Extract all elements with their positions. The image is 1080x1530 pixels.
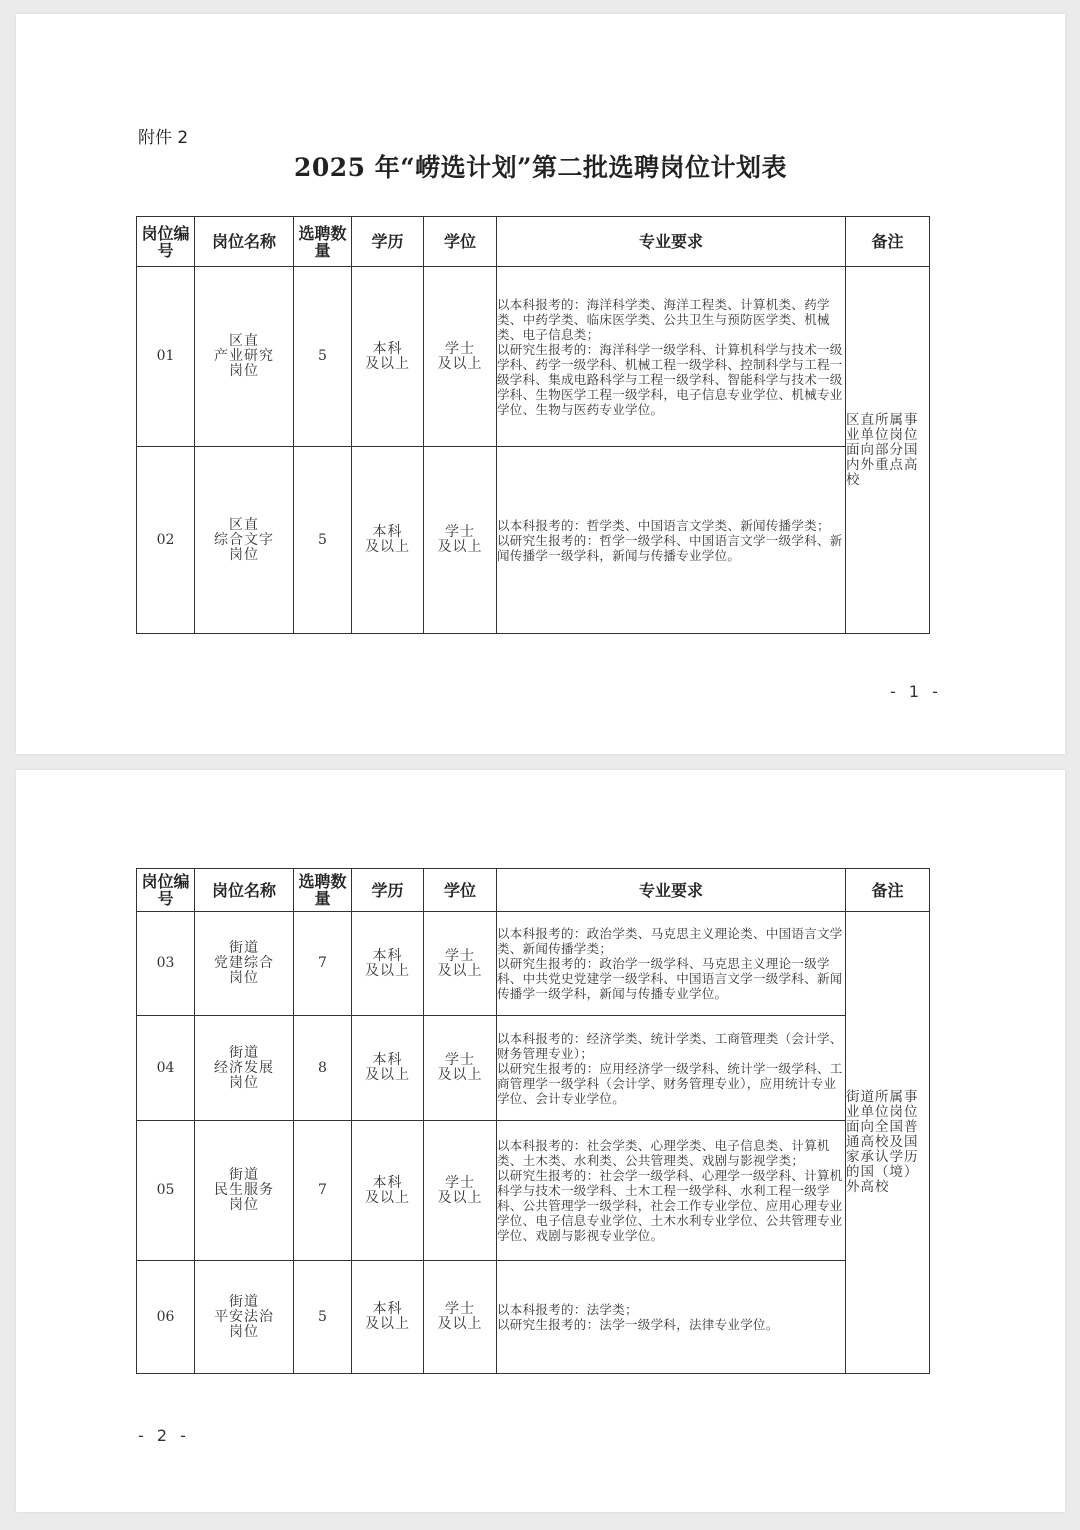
recruit-count: 7	[294, 912, 352, 1016]
attachment-label: 附件 2	[138, 128, 189, 148]
major-requirement: 以本科报考的：法学类； 以研究生报考的：法学一级学科，法律专业学位。	[497, 1261, 846, 1374]
remark: 区直所属事业单位岗位面向部分国内外重点高校	[846, 267, 930, 634]
degree-requirement: 学士 及以上	[424, 267, 497, 447]
degree-requirement: 学士 及以上	[424, 1261, 497, 1374]
education-requirement: 本科 及以上	[352, 267, 424, 447]
post-code: 06	[137, 1261, 195, 1374]
post-name: 街道 经济发展 岗位	[195, 1016, 294, 1121]
recruitment-plan-table-2	[136, 868, 930, 1374]
table-row	[137, 1121, 930, 1261]
post-code: 05	[137, 1121, 195, 1261]
header-name: 岗位名称	[195, 869, 294, 912]
post-name: 区直 综合文字 岗位	[195, 447, 294, 634]
post-name: 街道 平安法治 岗位	[195, 1261, 294, 1374]
header-degree: 学位	[424, 217, 497, 267]
recruit-count: 5	[294, 267, 352, 447]
education-requirement: 本科 及以上	[352, 912, 424, 1016]
recruit-count: 5	[294, 447, 352, 634]
header-code: 岗位编号	[137, 217, 195, 267]
recruit-count: 7	[294, 1121, 352, 1261]
table-header-row	[137, 869, 930, 912]
table-row	[137, 912, 930, 1016]
post-code: 01	[137, 267, 195, 447]
major-requirement: 以本科报考的：海洋科学类、海洋工程类、计算机类、药学类、中药学类、临床医学类、公共卫生与预防医学类、机械类、电子信息类； 以研究生报考的：海洋科学一级学科、计算机科学与技术一级学科、药学一级学科、机械工程一级学科、控制科学与工程一级学科、集成电路科学与工程一级学科、智能科学与技术一级学科、生物医学工程一级学科，电子信息专业学位、机械专业学位、生物与医药专业学位。	[497, 267, 846, 447]
header-note: 备注	[846, 869, 930, 912]
table-row	[137, 1016, 930, 1121]
post-name: 街道 党建综合 岗位	[195, 912, 294, 1016]
major-requirement: 以本科报考的：社会学类、心理学类、电子信息类、计算机类、土木类、水利类、公共管理类、戏剧与影视学类； 以研究生报考的：社会学一级学科、心理学一级学科、计算机科学与技术一级学科、土木工程一级学科、水利工程一级学科、公共管理学一级学科，社会工作专业学位、应用心理专业学位、电子信息专业学位、土木水利专业学位、公共管理专业学位、戏剧与影视专业学位。	[497, 1121, 846, 1261]
header-degree: 学位	[424, 869, 497, 912]
recruitment-plan-table-1	[136, 216, 930, 634]
page-number: - 2 -	[138, 1426, 190, 1445]
major-requirement: 以本科报考的：经济学类、统计学类、工商管理类（会计学、财务管理专业）； 以研究生报考的：应用经济学一级学科、统计学一级学科、工商管理学一级学科（会计学、财务管理专业），应用统计专业学位、会计专业学位。	[497, 1016, 846, 1121]
document-page-2	[16, 770, 1065, 1512]
header-code: 岗位编号	[137, 869, 195, 912]
degree-requirement: 学士 及以上	[424, 1016, 497, 1121]
education-requirement: 本科 及以上	[352, 1261, 424, 1374]
post-name: 街道 民生服务 岗位	[195, 1121, 294, 1261]
education-requirement: 本科 及以上	[352, 1121, 424, 1261]
header-count: 选聘数量	[294, 217, 352, 267]
header-education: 学历	[352, 869, 424, 912]
header-note: 备注	[846, 217, 930, 267]
header-major: 专业要求	[497, 869, 846, 912]
header-major: 专业要求	[497, 217, 846, 267]
remark: 街道所属事业单位岗位面向全国普通高校及国家承认学历的国（境）外高校	[846, 912, 930, 1374]
header-count: 选聘数量	[294, 869, 352, 912]
degree-requirement: 学士 及以上	[424, 912, 497, 1016]
major-requirement: 以本科报考的：哲学类、中国语言文学类、新闻传播学类； 以研究生报考的：哲学一级学科、中国语言文学一级学科、新闻传播学一级学科，新闻与传播专业学位。	[497, 447, 846, 634]
header-name: 岗位名称	[195, 217, 294, 267]
document-page-1	[16, 14, 1065, 754]
major-requirement: 以本科报考的：政治学类、马克思主义理论类、中国语言文学类、新闻传播学类； 以研究生报考的：政治学一级学科、马克思主义理论一级学科、中共党史党建学一级学科、中国语言文学一级学科、新闻传播学一级学科，新闻与传播专业学位。	[497, 912, 846, 1016]
post-code: 02	[137, 447, 195, 634]
header-education: 学历	[352, 217, 424, 267]
page-number: - 1 -	[890, 682, 942, 701]
post-code: 04	[137, 1016, 195, 1121]
education-requirement: 本科 及以上	[352, 447, 424, 634]
degree-requirement: 学士 及以上	[424, 447, 497, 634]
post-name: 区直 产业研究 岗位	[195, 267, 294, 447]
table-header-row	[137, 217, 930, 267]
recruit-count: 5	[294, 1261, 352, 1374]
table-row	[137, 1261, 930, 1374]
document-title: 2025 年“崂选计划”第二批选聘岗位计划表	[293, 153, 788, 182]
education-requirement: 本科 及以上	[352, 1016, 424, 1121]
table-row	[137, 447, 930, 634]
degree-requirement: 学士 及以上	[424, 1121, 497, 1261]
recruit-count: 8	[294, 1016, 352, 1121]
table-row	[137, 267, 930, 447]
post-code: 03	[137, 912, 195, 1016]
